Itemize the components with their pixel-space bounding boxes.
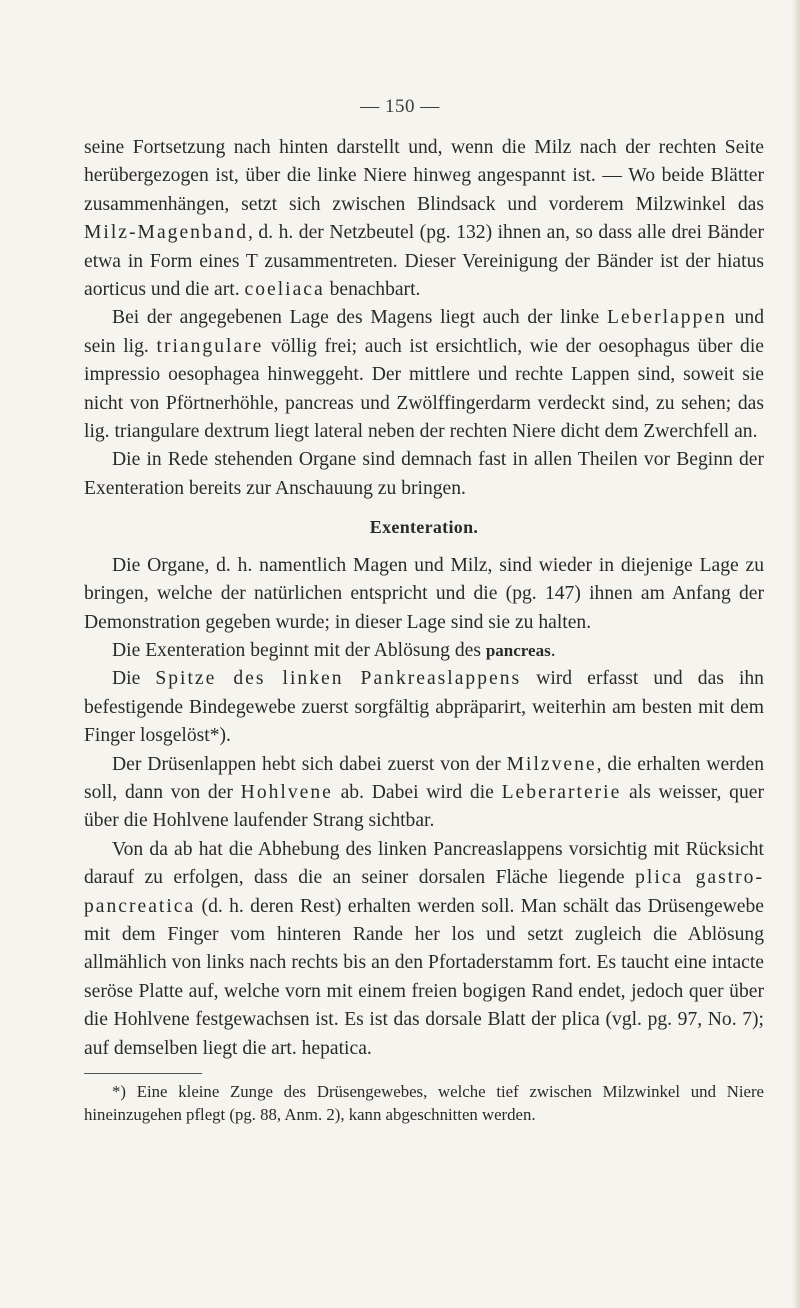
- text-run: , die erhalten werden soll, dann von der: [84, 753, 764, 803]
- text-run: wird erfasst und das ihn befestigende Bindegewebe zuerst sorgfältig abpräparirt, weiterhin am besten mit dem Finger losgelöst*).: [84, 668, 764, 747]
- text-run: , d. h. der Netzbeutel (pg. 132) ihnen an, so dass alle drei Bänder etwa in Form eines T zusammentreten. Dieser Vereinigung der Bänder ist der hiatus aorticus und die art.: [84, 222, 764, 301]
- paragraph-2: [84, 304, 764, 446]
- emphasis-term: pancreas: [485, 640, 551, 660]
- footnote-divider: [84, 1073, 202, 1074]
- text-run: und sein lig.: [84, 307, 764, 357]
- text-run: Von da ab hat die Abhebung des linken Pancreaslappens vorsichtig mit Rücksicht darauf zu erfolgen, dass die an seiner dorsalen Fläche liegende: [84, 838, 764, 889]
- paragraph-1: [84, 134, 764, 304]
- paragraph-6: [84, 665, 764, 750]
- emphasis-term: Leberarterie: [501, 781, 622, 803]
- section-heading: Exenteration.: [369, 517, 479, 538]
- footnote: *) Eine kleine Zunge des Drüsengewebes, welche tief zwischen Milzwinkel und Niere hineinzugehen pflegt (pg. 88, Anm. 2), kann abgeschnitten werden.: [84, 1082, 764, 1124]
- emphasis-term: Milzvene: [506, 753, 597, 775]
- text-run: Die in Rede stehenden Organe sind demnach fast in allen Theilen vor Beginn der Exenteration bereits zur Anschauung zu bringen.: [84, 449, 764, 499]
- text-run: (d. h. deren Rest) erhalten werden soll. Man schält das Drüsengewebe mit dem Finger vom hinteren Rande her los und setzt zugleich die Ablösung allmählich von links nach rechts bis an den Pfortaderstamm fort. Es taucht eine intacte seröse Platte auf, welche vorn mit einem freien bogigen Rand endet, jedoch quer über die Hohlvene festgewachsen ist. Es ist das dorsale Blatt der plica (vgl. pg. 97, No. 7); auf demselben liegt die art. hepatica.: [84, 895, 764, 1059]
- page-number: — 150 —: [360, 96, 440, 117]
- text-run: benachbart.: [324, 279, 421, 301]
- text-run: Die Organe, d. h. namentlich Magen und Milz, sind wieder in diejenige Lage zu bringen, welche der natürlichen entspricht und die (pg. 147) ihnen am Anfang der Demonstration gegeben wurde; in dieser Lage sind sie zu halten.: [84, 554, 764, 633]
- page-edge-shadow: [792, 0, 800, 1308]
- emphasis-term: Hohlvene: [240, 781, 333, 803]
- page-body: [84, 134, 764, 1126]
- text-run: völlig frei; auch ist ersichtlich, wie der oesophagus über die impressio oesophagea hinweggeht. Der mittlere und rechte Lappen sind, soweit sie nicht von Pförtnerhöhle, pancreas und Zwölffingerdarm verdeckt sind, zu sehen; das lig. triangulare dextrum liegt lateral neben der rechten Niere dicht dem Zwerchfell an.: [84, 335, 764, 443]
- emphasis-term: plica gastro-pancreatica: [84, 867, 765, 917]
- text-run: Die Exenteration beginnt mit der Ablösung des: [112, 639, 486, 661]
- text-run: Der Drüsenlappen hebt sich dabei zuerst von der: [112, 753, 507, 775]
- emphasis-term: Milz-Magenband: [84, 222, 249, 244]
- paragraph-5: [84, 637, 764, 665]
- emphasis-term: coeliaca: [244, 279, 325, 301]
- emphasis-term: triangulare: [156, 335, 264, 357]
- emphasis-term: Leberlappen: [606, 307, 727, 329]
- paragraph-8: [84, 836, 764, 1063]
- text-run: .: [550, 639, 556, 661]
- text-run: Die: [112, 668, 156, 690]
- text-run: als weisser, quer über die Hohlvene laufender Strang sichtbar.: [84, 781, 764, 832]
- emphasis-term: Spitze des linken Pankreaslappens: [155, 668, 522, 690]
- text-run: ab. Dabei wird die: [332, 781, 502, 803]
- paragraph-4: [84, 552, 764, 637]
- paragraph-7: [84, 751, 764, 836]
- text-run: seine Fortsetzung nach hinten darstellt und, wenn die Milz nach der rechten Seite herübergezogen ist, über die linke Niere hinweg angespannt ist. — Wo beide Blätter zusammenhängen, setzt sich zwischen Blindsack und vorderem Milzwinkel das: [84, 137, 764, 215]
- paragraph-3: [84, 446, 764, 503]
- text-run: Bei der angegebenen Lage des Magens liegt auch der linke: [112, 307, 607, 329]
